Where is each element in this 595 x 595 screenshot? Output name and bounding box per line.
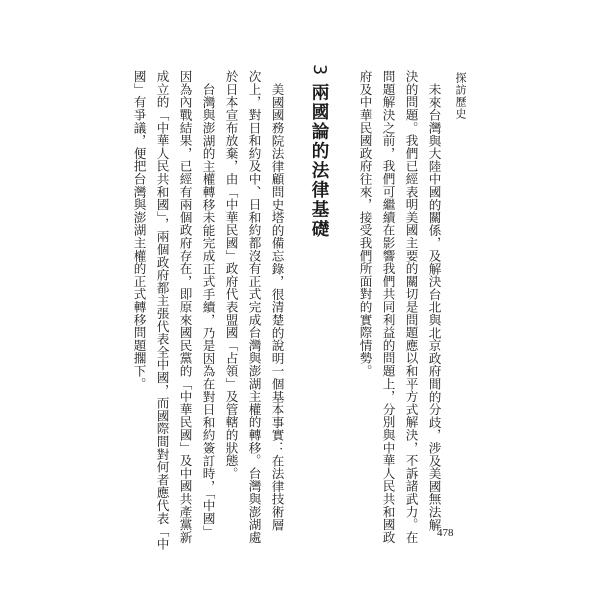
section-heading: [307, 64, 332, 239]
text-column: 決的問題。我們已經表明美國主要的關切是問題應以和平方式解決，不訴諸武力。在: [403, 70, 419, 544]
text-column: 成立的「中華人民共和國」，兩個政府都主張代表全中國，而國際間對何者應代表「中: [154, 70, 170, 551]
text-column: 台灣與澎湖的主權轉移未能完成正式手續，乃是因為在對日和約簽訂時，「中國」: [200, 83, 216, 538]
text-column: 次上，對日和約及中、日和約都沒有正式完成台灣與澎湖主權的轉移。台灣與澎湖處: [246, 70, 262, 544]
running-header: 探訪歷史: [454, 72, 467, 120]
text-column: 府及中華民國政府往來，接受我們所面對的實際情勢。: [357, 70, 373, 378]
text-column: 因為內戰結果，已經有兩個政府存在，即原來國民黨的「中華民國」及中國共產黨新: [177, 70, 193, 544]
text-column: 國」有爭議，便把台灣與澎湖主權的正式轉移問題擱下。: [131, 70, 147, 390]
section-title: 兩國論的法律基礎: [309, 83, 329, 240]
text-column: 美國國務院法律顧問史塔的備忘錄，很清楚的說明一個基本事實：在法律技術層: [269, 83, 285, 531]
section-number: 3: [309, 64, 329, 78]
page-number: 478: [437, 527, 454, 539]
text-column: 未來台灣與大陸中國的關係，及解決台北與北京政府間的分歧，涉及美國無法解: [426, 83, 442, 531]
text-column: 問題解決之前，我們可繼續在影響我們共同利益的問題上，分別與中華人民共和國政: [380, 70, 396, 544]
text-column: 於日本宣布放棄，由「中華民國」政府代表盟國「占領」及管轄的狀態。: [223, 70, 239, 480]
